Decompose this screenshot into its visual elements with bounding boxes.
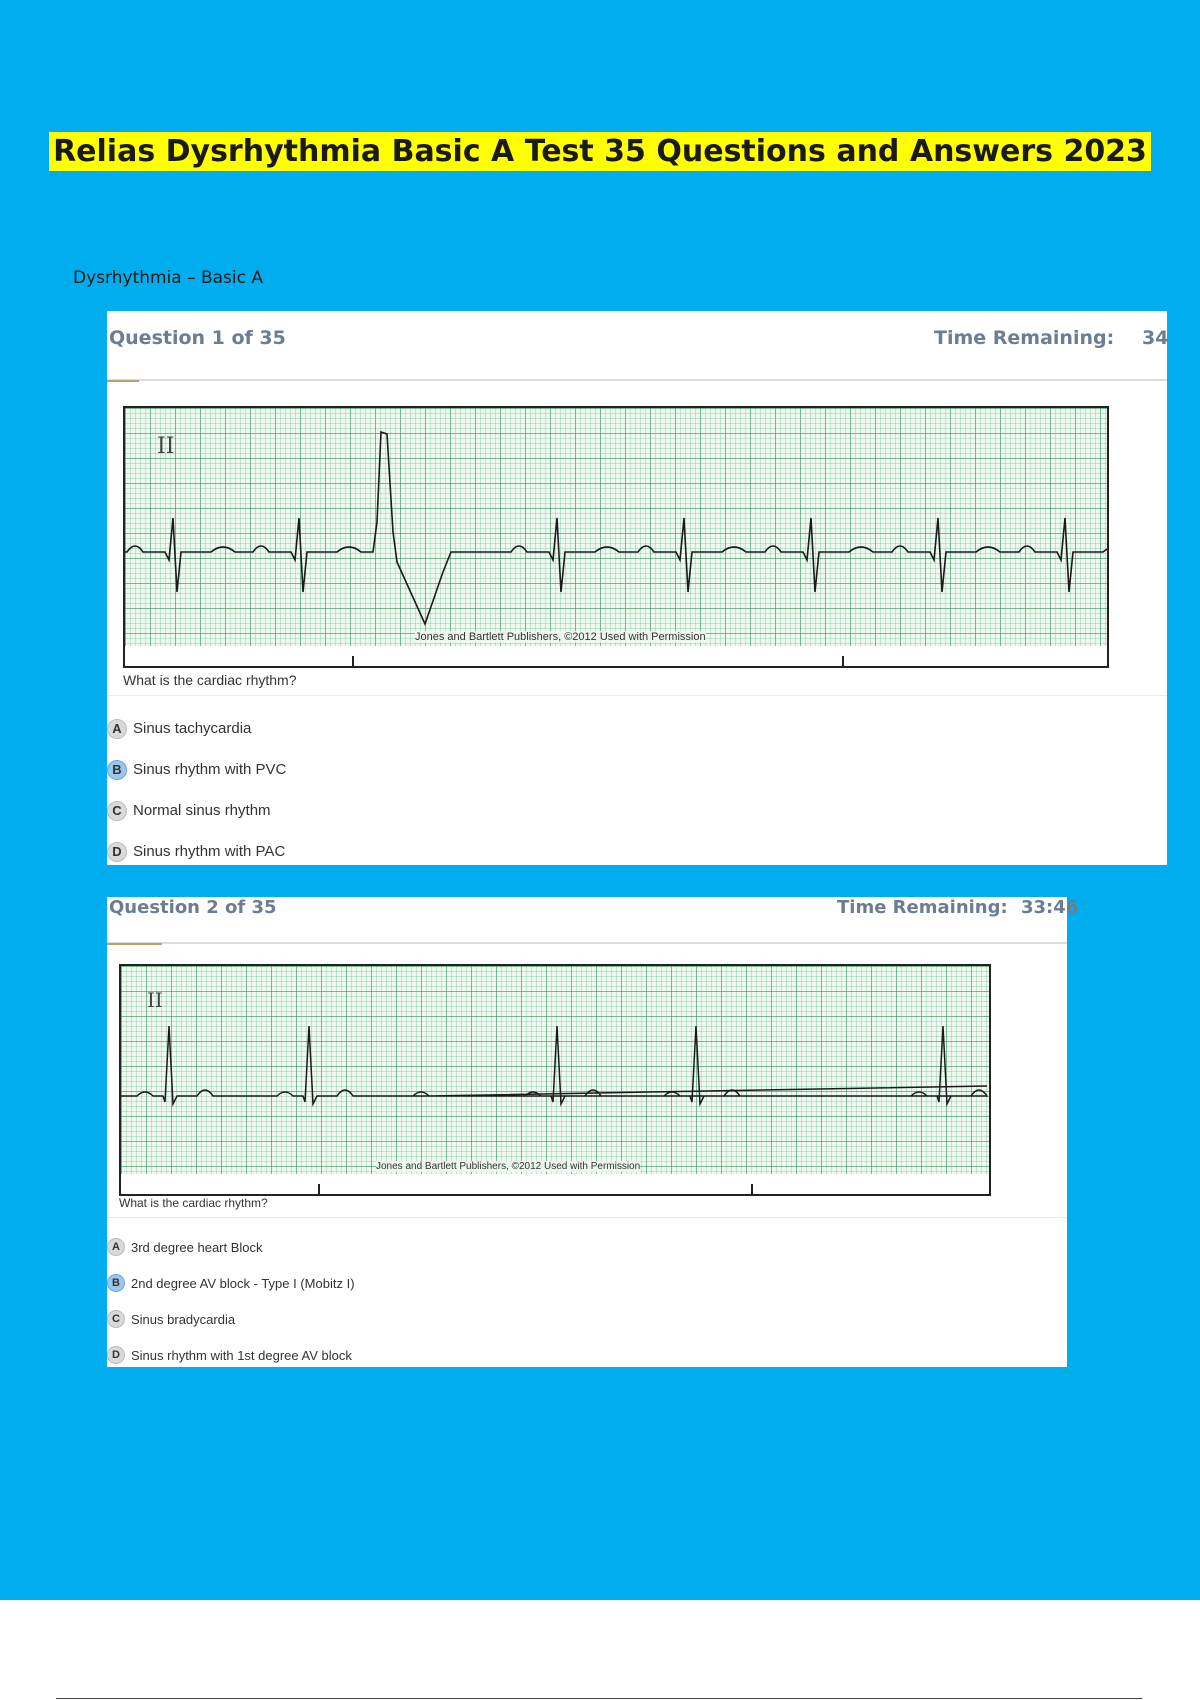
- option-text: Normal sinus rhythm: [133, 802, 271, 819]
- ecg-trace: [121, 966, 989, 1174]
- image-credit: Jones and Bartlett Publishers, ©2012 Used with Permission: [415, 631, 706, 643]
- prompt-divider: [107, 1217, 1067, 1218]
- question-number: Question 2 of 35: [109, 897, 277, 918]
- ecg-strip: [119, 964, 991, 1196]
- option-text: Sinus tachycardia: [133, 720, 252, 737]
- question-prompt: What is the cardiac rhythm?: [119, 1196, 268, 1210]
- question-prompt: What is the cardiac rhythm?: [123, 672, 297, 688]
- question-card-1: [107, 311, 1167, 865]
- answer-option-a[interactable]: [107, 1229, 355, 1265]
- question-header: [107, 897, 1079, 967]
- answer-option-c[interactable]: [107, 790, 286, 831]
- time-marker: [352, 656, 354, 666]
- option-letter-badge: C: [107, 1310, 125, 1328]
- time-marker: [842, 656, 844, 666]
- answer-option-d[interactable]: [107, 1337, 355, 1373]
- question-number: Question 1 of 35: [109, 327, 286, 349]
- document-title: [0, 134, 1200, 169]
- option-text: Sinus rhythm with PVC: [133, 761, 287, 778]
- lead-label: II: [147, 988, 163, 1012]
- option-text: Sinus rhythm with PAC: [133, 843, 286, 860]
- answer-option-b[interactable]: [107, 1265, 355, 1301]
- section-label: Dysrhythmia – Basic A: [73, 268, 264, 288]
- prompt-divider: [107, 695, 1167, 696]
- footer-rule: [56, 1698, 1142, 1699]
- answer-option-a[interactable]: [107, 708, 286, 749]
- option-text: Sinus rhythm with 1st degree AV block: [131, 1347, 352, 1363]
- time-remaining-label: Time Remaining:: [934, 327, 1115, 349]
- answer-option-d[interactable]: [107, 831, 286, 872]
- answer-option-b[interactable]: [107, 749, 286, 790]
- ecg-strip: [123, 406, 1109, 668]
- option-text: Sinus bradycardia: [131, 1311, 236, 1327]
- option-letter-badge: A: [107, 719, 127, 739]
- answer-options: [107, 708, 286, 872]
- document-title-text: Relias Dysrhythmia Basic A Test 35 Questions and Answers 2023: [49, 132, 1151, 171]
- option-letter-badge: D: [107, 1346, 125, 1364]
- header-divider: [107, 942, 1067, 944]
- time-remaining-value: 34: [1142, 327, 1169, 349]
- progress-indicator: [107, 943, 162, 945]
- answer-options: [107, 1229, 355, 1373]
- ecg-trace: [125, 408, 1107, 646]
- question-header: [107, 311, 1167, 381]
- time-remaining-label: Time Remaining:: [837, 897, 1008, 918]
- progress-indicator: [107, 380, 139, 382]
- option-letter-badge: A: [107, 1238, 125, 1256]
- time-remaining-value: 33:46: [1021, 897, 1079, 918]
- question-card-2: [107, 897, 1079, 1367]
- lead-label: II: [157, 434, 175, 459]
- time-marker: [751, 1184, 753, 1194]
- header-divider: [107, 379, 1167, 381]
- time-marker: [318, 1184, 320, 1194]
- option-letter-badge: B: [107, 760, 127, 780]
- image-credit: Jones and Bartlett Publishers, ©2012 Used with Permission: [376, 1161, 641, 1172]
- option-text: 2nd degree AV block - Type I (Mobitz I): [131, 1275, 355, 1291]
- option-letter-badge: C: [107, 801, 127, 821]
- option-letter-badge: B: [107, 1274, 125, 1292]
- option-text: 3rd degree heart Block: [131, 1239, 263, 1255]
- answer-option-c[interactable]: [107, 1301, 355, 1337]
- option-letter-badge: D: [107, 842, 127, 862]
